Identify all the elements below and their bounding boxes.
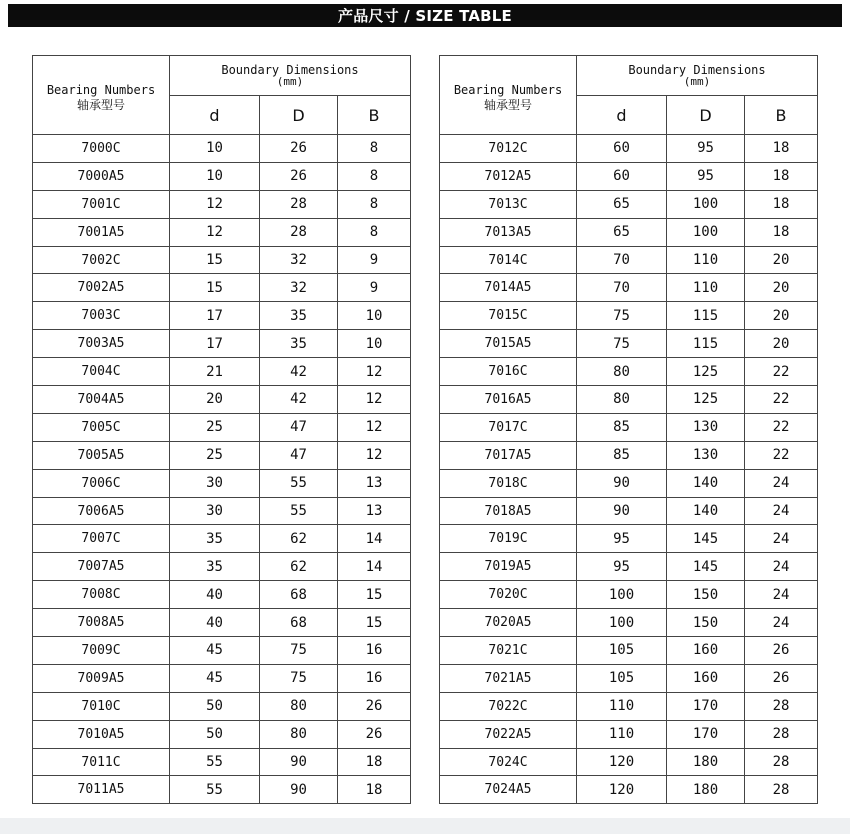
table-row — [440, 274, 818, 302]
B-cell: 12 — [338, 413, 411, 441]
table-row — [440, 581, 818, 609]
header-model-en: Bearing Numbers — [46, 83, 156, 97]
table-row — [33, 162, 411, 190]
D-cell: 170 — [667, 720, 745, 748]
B-cell: 8 — [338, 218, 411, 246]
B-cell: 8 — [338, 135, 411, 163]
d-cell: 75 — [577, 302, 667, 330]
B-cell: 15 — [338, 581, 411, 609]
D-cell: 160 — [667, 664, 745, 692]
model-cell: 7007C — [33, 525, 170, 553]
D-cell: 55 — [260, 497, 338, 525]
d-cell: 65 — [577, 190, 667, 218]
header-boundary-dimensions — [170, 56, 411, 96]
model-cell: 7022A5 — [440, 720, 577, 748]
D-cell: 115 — [667, 302, 745, 330]
B-cell: 24 — [745, 609, 818, 637]
d-cell: 105 — [577, 637, 667, 665]
model-cell: 7011C — [33, 748, 170, 776]
header-bearing-numbers — [33, 56, 170, 135]
D-cell: 100 — [667, 190, 745, 218]
header-model-cn: 轴承型号 — [483, 98, 532, 112]
table-row — [33, 525, 411, 553]
table-row — [33, 246, 411, 274]
model-cell: 7004A5 — [33, 386, 170, 414]
table-row — [440, 441, 818, 469]
d-cell: 60 — [577, 162, 667, 190]
d-cell: 25 — [170, 441, 260, 469]
B-cell: 9 — [338, 274, 411, 302]
model-cell: 7001C — [33, 190, 170, 218]
model-cell: 7016C — [440, 358, 577, 386]
table-row — [440, 525, 818, 553]
d-cell: 120 — [577, 748, 667, 776]
D-cell: 140 — [667, 497, 745, 525]
model-cell: 7024A5 — [440, 776, 577, 804]
d-cell: 40 — [170, 581, 260, 609]
B-cell: 18 — [745, 135, 818, 163]
d-cell: 35 — [170, 553, 260, 581]
B-cell: 20 — [745, 274, 818, 302]
d-cell: 70 — [577, 246, 667, 274]
header-D: D — [667, 96, 745, 135]
D-cell: 26 — [260, 135, 338, 163]
model-cell: 7021C — [440, 637, 577, 665]
d-cell: 12 — [170, 190, 260, 218]
D-cell: 47 — [260, 413, 338, 441]
header-unit: (mm) — [683, 74, 711, 88]
model-cell: 7003A5 — [33, 330, 170, 358]
table-row — [33, 441, 411, 469]
model-cell: 7002A5 — [33, 274, 170, 302]
model-cell: 7008A5 — [33, 609, 170, 637]
table-row — [33, 190, 411, 218]
table-row — [440, 135, 818, 163]
B-cell: 26 — [338, 692, 411, 720]
D-cell: 62 — [260, 553, 338, 581]
table-row — [440, 246, 818, 274]
model-cell: 7020A5 — [440, 609, 577, 637]
table-row — [440, 386, 818, 414]
header-bearing-numbers — [440, 56, 577, 135]
model-cell: 7007A5 — [33, 553, 170, 581]
B-cell: 14 — [338, 553, 411, 581]
D-cell: 110 — [667, 246, 745, 274]
d-cell: 21 — [170, 358, 260, 386]
D-cell: 115 — [667, 330, 745, 358]
B-cell: 18 — [745, 162, 818, 190]
header-boundary-dimensions — [577, 56, 818, 96]
B-cell: 10 — [338, 330, 411, 358]
header-B: B — [338, 96, 411, 135]
table-row — [440, 162, 818, 190]
D-cell: 42 — [260, 358, 338, 386]
B-cell: 18 — [338, 776, 411, 804]
D-cell: 32 — [260, 246, 338, 274]
D-cell: 180 — [667, 748, 745, 776]
B-cell: 24 — [745, 497, 818, 525]
header-D: D — [260, 96, 338, 135]
d-cell: 30 — [170, 497, 260, 525]
B-cell: 24 — [745, 525, 818, 553]
table-row — [440, 358, 818, 386]
D-cell: 90 — [260, 776, 338, 804]
B-cell: 22 — [745, 386, 818, 414]
d-cell: 17 — [170, 330, 260, 358]
model-cell: 7018A5 — [440, 497, 577, 525]
d-cell: 100 — [577, 581, 667, 609]
model-cell: 7017A5 — [440, 441, 577, 469]
B-cell: 15 — [338, 609, 411, 637]
D-cell: 80 — [260, 720, 338, 748]
D-cell: 62 — [260, 525, 338, 553]
B-cell: 8 — [338, 162, 411, 190]
d-cell: 85 — [577, 413, 667, 441]
header-model-en: Bearing Numbers — [453, 83, 563, 97]
d-cell: 12 — [170, 218, 260, 246]
D-cell: 145 — [667, 525, 745, 553]
d-cell: 25 — [170, 413, 260, 441]
table-row — [440, 302, 818, 330]
D-cell: 55 — [260, 469, 338, 497]
size-table-right — [439, 55, 818, 804]
D-cell: 90 — [260, 748, 338, 776]
B-cell: 14 — [338, 525, 411, 553]
header-unit: (mm) — [276, 74, 304, 88]
D-cell: 130 — [667, 413, 745, 441]
table-row — [440, 330, 818, 358]
model-cell: 7015A5 — [440, 330, 577, 358]
d-cell: 95 — [577, 553, 667, 581]
B-cell: 18 — [745, 190, 818, 218]
B-cell: 24 — [745, 581, 818, 609]
table-row — [440, 748, 818, 776]
model-cell: 7002C — [33, 246, 170, 274]
D-cell: 110 — [667, 274, 745, 302]
B-cell: 28 — [745, 776, 818, 804]
B-cell: 26 — [745, 664, 818, 692]
d-cell: 70 — [577, 274, 667, 302]
B-cell: 22 — [745, 358, 818, 386]
model-cell: 7012A5 — [440, 162, 577, 190]
D-cell: 100 — [667, 218, 745, 246]
table-row — [440, 413, 818, 441]
table-row — [440, 692, 818, 720]
table-row — [440, 190, 818, 218]
header-dims-label: Boundary Dimensions — [628, 62, 766, 77]
header-model-cn: 轴承型号 — [76, 98, 125, 112]
D-cell: 130 — [667, 441, 745, 469]
d-cell: 110 — [577, 692, 667, 720]
B-cell: 16 — [338, 637, 411, 665]
table-row — [33, 135, 411, 163]
B-cell: 8 — [338, 190, 411, 218]
d-cell: 17 — [170, 302, 260, 330]
d-cell: 20 — [170, 386, 260, 414]
B-cell: 10 — [338, 302, 411, 330]
D-cell: 150 — [667, 609, 745, 637]
B-cell: 13 — [338, 469, 411, 497]
model-cell: 7006C — [33, 469, 170, 497]
B-cell: 22 — [745, 413, 818, 441]
table-body-right — [440, 135, 818, 804]
d-cell: 65 — [577, 218, 667, 246]
table-row — [33, 692, 411, 720]
model-cell: 7019A5 — [440, 553, 577, 581]
page-title: 产品尺寸 / SIZE TABLE — [8, 4, 842, 27]
D-cell: 125 — [667, 386, 745, 414]
model-cell: 7010C — [33, 692, 170, 720]
d-cell: 30 — [170, 469, 260, 497]
model-cell: 7001A5 — [33, 218, 170, 246]
table-row — [440, 637, 818, 665]
table-row — [33, 609, 411, 637]
D-cell: 145 — [667, 553, 745, 581]
table-row — [33, 776, 411, 804]
D-cell: 42 — [260, 386, 338, 414]
D-cell: 75 — [260, 637, 338, 665]
model-cell: 7015C — [440, 302, 577, 330]
table-row — [440, 218, 818, 246]
D-cell: 28 — [260, 218, 338, 246]
d-cell: 40 — [170, 609, 260, 637]
B-cell: 12 — [338, 358, 411, 386]
D-cell: 35 — [260, 302, 338, 330]
D-cell: 35 — [260, 330, 338, 358]
D-cell: 180 — [667, 776, 745, 804]
B-cell: 26 — [338, 720, 411, 748]
d-cell: 10 — [170, 135, 260, 163]
table-row — [33, 664, 411, 692]
table-row — [440, 720, 818, 748]
B-cell: 20 — [745, 302, 818, 330]
B-cell: 20 — [745, 330, 818, 358]
B-cell: 13 — [338, 497, 411, 525]
header-d: d — [577, 96, 667, 135]
model-cell: 7000A5 — [33, 162, 170, 190]
model-cell: 7009A5 — [33, 664, 170, 692]
model-cell: 7014A5 — [440, 274, 577, 302]
model-cell: 7020C — [440, 581, 577, 609]
table-row — [33, 386, 411, 414]
model-cell: 7013C — [440, 190, 577, 218]
d-cell: 55 — [170, 776, 260, 804]
model-cell: 7019C — [440, 525, 577, 553]
model-cell: 7011A5 — [33, 776, 170, 804]
table-row — [33, 413, 411, 441]
B-cell: 12 — [338, 441, 411, 469]
D-cell: 26 — [260, 162, 338, 190]
d-cell: 35 — [170, 525, 260, 553]
B-cell: 28 — [745, 720, 818, 748]
model-cell: 7012C — [440, 135, 577, 163]
D-cell: 47 — [260, 441, 338, 469]
model-cell: 7022C — [440, 692, 577, 720]
D-cell: 95 — [667, 162, 745, 190]
D-cell: 95 — [667, 135, 745, 163]
d-cell: 50 — [170, 692, 260, 720]
d-cell: 105 — [577, 664, 667, 692]
B-cell: 24 — [745, 553, 818, 581]
model-cell: 7005C — [33, 413, 170, 441]
D-cell: 80 — [260, 692, 338, 720]
table-row — [33, 330, 411, 358]
table-row — [33, 218, 411, 246]
D-cell: 28 — [260, 190, 338, 218]
bottom-strip — [0, 818, 850, 834]
D-cell: 125 — [667, 358, 745, 386]
model-cell: 7006A5 — [33, 497, 170, 525]
table-row — [440, 776, 818, 804]
d-cell: 85 — [577, 441, 667, 469]
B-cell: 16 — [338, 664, 411, 692]
model-cell: 7005A5 — [33, 441, 170, 469]
table-row — [33, 637, 411, 665]
table-row — [33, 469, 411, 497]
table-row — [440, 553, 818, 581]
table-row — [33, 497, 411, 525]
table-row — [33, 302, 411, 330]
B-cell: 12 — [338, 386, 411, 414]
d-cell: 75 — [577, 330, 667, 358]
d-cell: 80 — [577, 386, 667, 414]
table-row — [440, 469, 818, 497]
B-cell: 28 — [745, 692, 818, 720]
D-cell: 160 — [667, 637, 745, 665]
model-cell: 7021A5 — [440, 664, 577, 692]
B-cell: 18 — [338, 748, 411, 776]
table-row — [33, 274, 411, 302]
model-cell: 7014C — [440, 246, 577, 274]
model-cell: 7016A5 — [440, 386, 577, 414]
table-row — [33, 748, 411, 776]
d-cell: 90 — [577, 497, 667, 525]
d-cell: 45 — [170, 637, 260, 665]
D-cell: 75 — [260, 664, 338, 692]
table-row — [440, 497, 818, 525]
header-dims-label: Boundary Dimensions — [221, 62, 359, 77]
model-cell: 7003C — [33, 302, 170, 330]
model-cell: 7009C — [33, 637, 170, 665]
table-row — [440, 664, 818, 692]
table-row — [440, 609, 818, 637]
model-cell: 7010A5 — [33, 720, 170, 748]
model-cell: 7013A5 — [440, 218, 577, 246]
d-cell: 90 — [577, 469, 667, 497]
B-cell: 20 — [745, 246, 818, 274]
table-body-left — [33, 135, 411, 804]
D-cell: 68 — [260, 581, 338, 609]
d-cell: 80 — [577, 358, 667, 386]
d-cell: 55 — [170, 748, 260, 776]
d-cell: 110 — [577, 720, 667, 748]
d-cell: 45 — [170, 664, 260, 692]
B-cell: 22 — [745, 441, 818, 469]
d-cell: 60 — [577, 135, 667, 163]
D-cell: 68 — [260, 609, 338, 637]
model-cell: 7000C — [33, 135, 170, 163]
table-row — [33, 720, 411, 748]
B-cell: 28 — [745, 748, 818, 776]
model-cell: 7024C — [440, 748, 577, 776]
D-cell: 150 — [667, 581, 745, 609]
size-table-left — [32, 55, 411, 804]
B-cell: 9 — [338, 246, 411, 274]
model-cell: 7008C — [33, 581, 170, 609]
d-cell: 95 — [577, 525, 667, 553]
table-row — [33, 553, 411, 581]
header-B: B — [745, 96, 818, 135]
model-cell: 7004C — [33, 358, 170, 386]
table-row — [33, 581, 411, 609]
B-cell: 26 — [745, 637, 818, 665]
D-cell: 170 — [667, 692, 745, 720]
d-cell: 50 — [170, 720, 260, 748]
d-cell: 15 — [170, 246, 260, 274]
d-cell: 120 — [577, 776, 667, 804]
d-cell: 100 — [577, 609, 667, 637]
header-d: d — [170, 96, 260, 135]
d-cell: 15 — [170, 274, 260, 302]
D-cell: 32 — [260, 274, 338, 302]
model-cell: 7017C — [440, 413, 577, 441]
B-cell: 24 — [745, 469, 818, 497]
D-cell: 140 — [667, 469, 745, 497]
model-cell: 7018C — [440, 469, 577, 497]
table-row — [33, 358, 411, 386]
B-cell: 18 — [745, 218, 818, 246]
d-cell: 10 — [170, 162, 260, 190]
